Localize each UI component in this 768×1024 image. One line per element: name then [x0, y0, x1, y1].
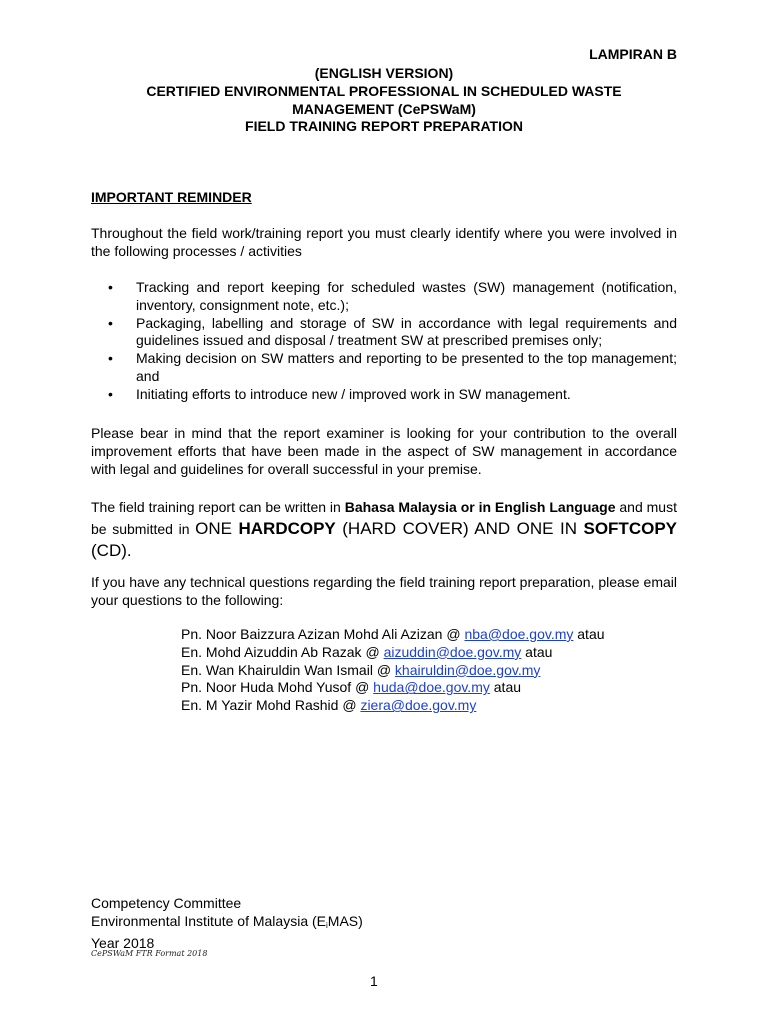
list-item: [108, 386, 677, 404]
activity-list: [108, 279, 677, 404]
format-note: CePSWaM FTR Format 2018: [91, 949, 208, 958]
languages-text: Bahasa Malaysia or in English Language: [344, 499, 616, 515]
list-item-text: Tracking and report keeping for scheduled wastes (SW) management (notification, inventory, consignment note, etc.);: [136, 279, 677, 313]
important-reminder-heading: IMPORTANT REMINDER: [91, 189, 252, 205]
contact-suffix: atau: [521, 643, 553, 660]
title-line: CERTIFIED ENVIRONMENTAL PROFESSIONAL IN SCHEDULED WASTE: [146, 82, 622, 99]
title-line: MANAGEMENT (CePSWaM): [292, 100, 476, 117]
examiner-note-paragraph: Please bear in mind that the report examiner is looking for your contribution to the overall improvement efforts that have been made in the aspect of SW management in accordance with legal and guidelines for overall successful in your premise.: [91, 425, 677, 477]
contact-row: [181, 679, 605, 697]
list-item-text: Initiating efforts to introduce new / improved work in SW management.: [136, 385, 571, 402]
contact-row: [181, 662, 605, 680]
committee-name: Competency Committee: [91, 895, 242, 911]
title-line: (ENGLISH VERSION): [314, 65, 454, 81]
email-link[interactable]: nba@doe.gov.my: [464, 626, 574, 642]
year-text: Year 2018: [91, 934, 155, 951]
institute-subscript: i: [326, 920, 328, 930]
softcopy-text: SOFTCOPY: [583, 519, 677, 538]
institute-text: Environmental Institute of Malaysia (E: [91, 912, 326, 929]
contact-suffix: atau: [573, 626, 605, 642]
email-link[interactable]: aizuddin@doe.gov.my: [383, 643, 522, 660]
page-number: 1: [370, 973, 378, 989]
contact-row: [181, 697, 605, 715]
bullet-icon: •: [108, 385, 113, 402]
submission-text: The field training report can be written in: [91, 499, 345, 515]
contact-suffix: atau: [489, 679, 522, 696]
footer-block: [91, 895, 363, 952]
intro-paragraph: Throughout the field work/training report you must clearly identify where you were involved in the following processes / activities: [91, 225, 677, 259]
contact-name: En. Wan Khairuldin Wan Ismail @: [181, 661, 395, 678]
list-item: [108, 279, 677, 315]
institute-name: [91, 913, 363, 935]
submission-text: (HARD COVER) AND ONE IN: [335, 519, 584, 538]
contact-row: [181, 626, 605, 644]
contact-name: En. Mohd Aizuddin Ab Razak @: [181, 643, 384, 660]
contact-name: Pn. Noor Huda Mohd Yusof @: [181, 679, 374, 696]
contact-row: [181, 644, 605, 662]
document-title: [91, 65, 677, 136]
submission-paragraph: [91, 496, 677, 562]
questions-paragraph: If you have any technical questions regarding the field training report preparation, please email your questions to the following:: [91, 574, 677, 608]
bullet-icon: •: [108, 279, 113, 295]
bullet-icon: •: [108, 350, 113, 367]
contact-name: Pn. Noor Baizzura Azizan Mohd Ali Azizan @: [181, 626, 465, 642]
email-link[interactable]: huda@doe.gov.my: [373, 679, 490, 696]
institute-text: MAS): [327, 912, 363, 929]
list-item: [108, 315, 677, 351]
appendix-label: LAMPIRAN B: [589, 46, 677, 62]
list-item: [108, 350, 677, 386]
contact-name: En. M Yazir Mohd Rashid @: [181, 697, 361, 714]
hardcopy-text: HARDCOPY: [238, 519, 336, 538]
email-link[interactable]: ziera@doe.gov.my: [360, 697, 477, 714]
contact-list: [181, 626, 605, 715]
email-link[interactable]: khairuldin@doe.gov.my: [394, 661, 541, 678]
submission-text: and must be submitted in: [91, 499, 677, 537]
list-item-text: Making decision on SW matters and reporting to be presented to the top management; and: [136, 350, 677, 384]
title-line: FIELD TRAINING REPORT PREPARATION: [245, 118, 523, 135]
submission-text: (CD).: [91, 541, 132, 560]
bullet-icon: •: [108, 314, 113, 331]
list-item-text: Packaging, labelling and storage of SW in accordance with legal requirements and guidelines issued and disposal / treatment SW at prescribed premises only;: [136, 314, 677, 349]
submission-text: ONE: [195, 519, 239, 538]
